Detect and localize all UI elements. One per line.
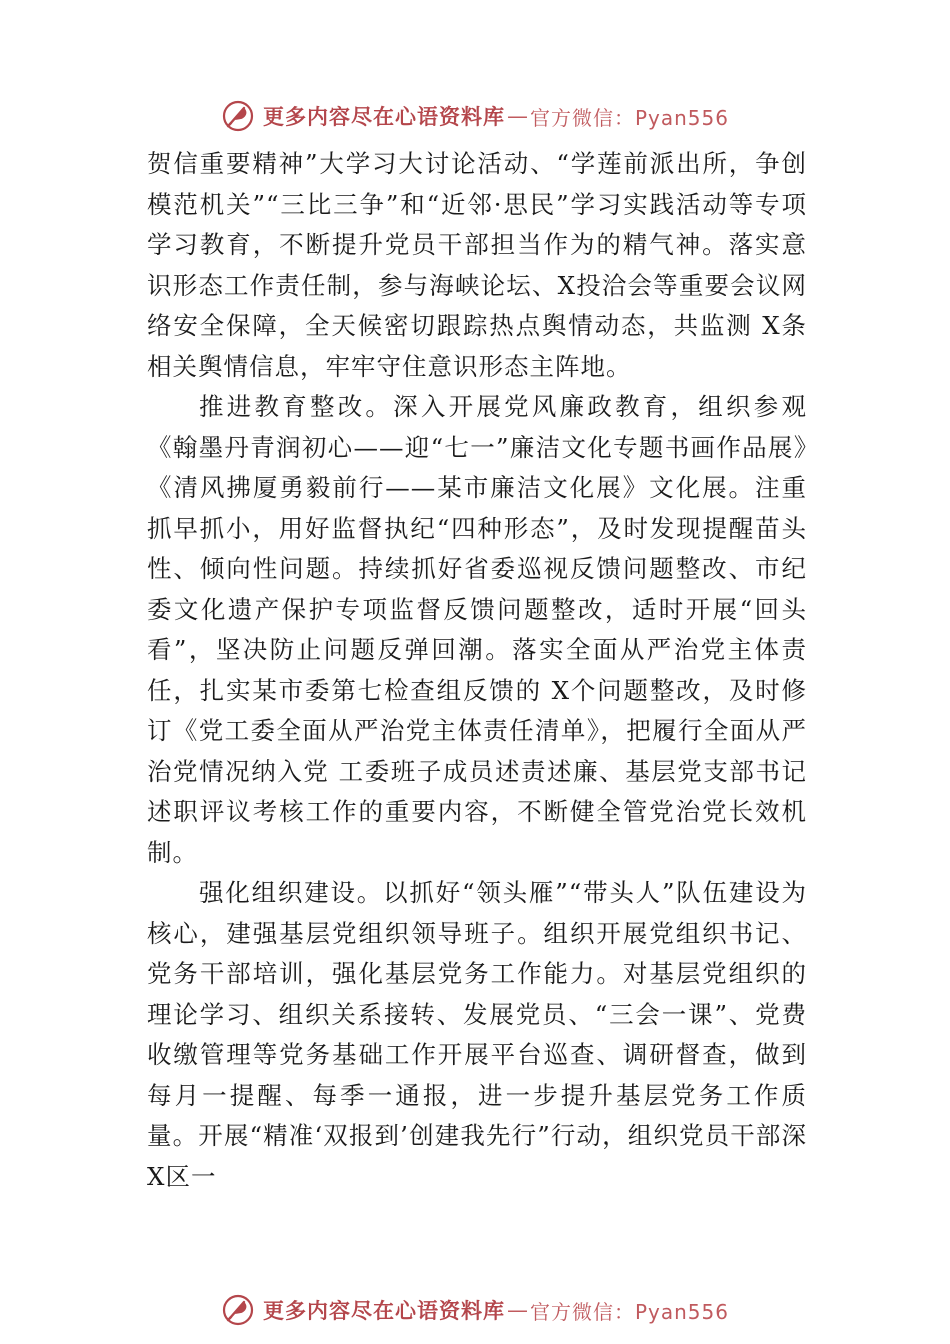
footer-brand-text: 更多内容尽在心语资料库 (262, 1298, 505, 1323)
header-brand-text: 更多内容尽在心语资料库 (262, 104, 505, 129)
header-separator: — (506, 104, 528, 128)
quill-pen-logo-icon (221, 99, 255, 133)
header-wechat-text: 官方微信：Pyan556 (529, 105, 729, 130)
footer-watermark-banner (0, 1290, 950, 1330)
paragraph-organization-building: 强化组织建设。以抓好“领头雁”“带头人”队伍建设为核心，建强基层党组织领导班子。组织开展党组织书记、党务干部培训，强化基层党务工作能力。对基层党组织的理论学习、组织关系接转、发展党员、“三会一课”、党费收缴管理等党务基础工作开展平台巡查、调研督查，做到每月一提醒、每季一通报，进一步提升基层党务工作质量。开展“精准‘双报到’创建我先行”行动，组织党员干部深X区一 (147, 878, 807, 1191)
footer-separator: — (506, 1298, 528, 1322)
quill-pen-logo-icon (221, 1293, 255, 1327)
footer-wechat-text: 官方微信：Pyan556 (529, 1299, 729, 1324)
paragraph-continuation: 贺信重要精神”大学习大讨论活动、“学莲前派出所，争创模范机关”“三比三争”和“近邻·思民”学习实践活动等专项学习教育，不断提升党员干部担当作为的精气神。落实意识形态工作责任制，参与海峡论坛、X投洽会等重要会议网络安全保障，全天候密切跟踪热点舆情动态，共监测 X条相关舆情信息，牢牢守住意识形态主阵地。 (147, 149, 807, 381)
paragraph-education-rectification: 推进教育整改。深入开展党风廉政教育，组织参观《翰墨丹青润初心——迎“七一”廉洁文化专题书画作品展》《清风拂厦勇毅前行——某市廉洁文化展》文化展。注重抓早抓小，用好监督执纪“四种形态”，及时发现提醒苗头性、倾向性问题。持续抓好省委巡视反馈问题整改、市纪委文化遗产保护专项监督反馈问题整改，适时开展“回头看”，坚决防止问题反弹回潮。落实全面从严治党主体责任，扎实某市委第七检查组反馈的 X个问题整改，及时修订《党工委全面从严治党主体责任清单》，把履行全面从严治党情况纳入党 工委班子成员述责述廉、基层党支部书记述职评议考核工作的重要内容，不断健全管党治党长效机制。 (147, 392, 807, 867)
document-body (147, 144, 807, 1197)
header-watermark-banner (0, 96, 950, 136)
